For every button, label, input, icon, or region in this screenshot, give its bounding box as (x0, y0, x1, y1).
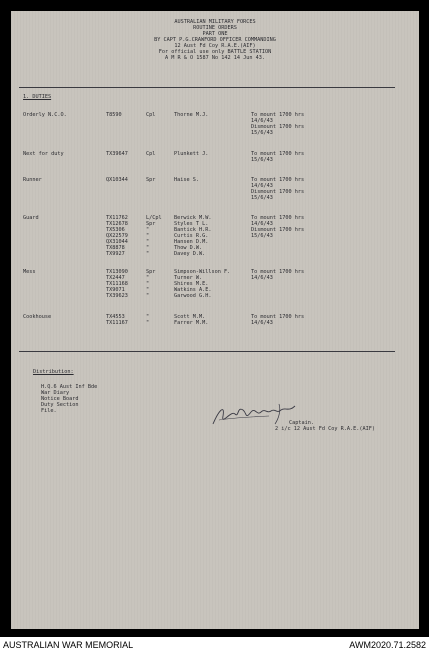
service-number: TX39647 (106, 151, 128, 157)
rank: Spr (146, 177, 156, 183)
header-line-4: BY CAPT P.G.CRAWFORD OFFICER COMMANDING (154, 37, 276, 43)
service-number: TX9927 (106, 251, 125, 257)
duty-note: To mount 1700 hrs (251, 177, 305, 183)
service-number: TX8878 (106, 245, 125, 251)
duty-note: 14/6/43 (251, 183, 273, 189)
rank: " (146, 239, 150, 245)
rank: Spr (146, 269, 156, 275)
soldier-name: Styles T L. (174, 221, 209, 227)
signature-unit: 2 i/c 12 Aust Fd Coy R.A.E.(AIF) (275, 426, 375, 432)
duty-note: 15/6/43 (251, 195, 273, 201)
service-number: TX4553 (106, 314, 125, 320)
service-number: TX2447 (106, 275, 125, 281)
header-line-1: AUSTRALIAN MILITARY FORCES (174, 19, 256, 25)
soldier-name: Thow D.W. (174, 245, 203, 251)
rank: " (146, 281, 150, 287)
archive-reference: AWM2020.71.2582 (349, 640, 426, 650)
service-number: T8590 (106, 112, 122, 118)
duty-note: To mount 1700 hrs (251, 314, 305, 320)
top-rule (19, 87, 395, 88)
duty-role: Mess (23, 269, 36, 275)
duty-note: 15/6/43 (251, 157, 273, 163)
soldier-name: Bantick H.R. (174, 227, 212, 233)
archive-footer (0, 637, 429, 653)
soldier-name: Farrer M.M. (174, 320, 209, 326)
duty-note: To mount 1700 hrs (251, 151, 305, 157)
archive-name: AUSTRALIAN WAR MEMORIAL (3, 640, 134, 650)
distribution-item: Notice Board (41, 396, 79, 402)
rank: Spr (146, 221, 156, 227)
signature-title: Captain. (289, 420, 314, 426)
soldier-name: Davey D.W. (174, 251, 206, 257)
rank: " (146, 233, 150, 239)
header-line-3: PART ONE (202, 31, 228, 37)
duty-note: 15/6/43 (251, 233, 273, 239)
order-sheet (11, 11, 419, 629)
distribution-item: Duty Section (41, 402, 79, 408)
duty-note: To mount 1700 hrs (251, 269, 305, 275)
duty-note: 14/6/43 (251, 320, 273, 326)
rank: Cpl (146, 151, 156, 157)
duty-note: 14/6/43 (251, 221, 273, 227)
duty-note: To mount 1700 hrs (251, 112, 305, 118)
rank: " (146, 251, 150, 257)
soldier-name: Watkins A.E. (174, 287, 212, 293)
header-line-2: ROUTINE ORDERS (193, 25, 237, 31)
header-line-6: For official use only BATTLE STATION (158, 49, 272, 55)
service-number: TX12678 (106, 221, 128, 227)
rank: " (146, 314, 150, 320)
distribution-item: War Diary (41, 390, 70, 396)
duty-note: Dismount 1700 hrs (251, 189, 305, 195)
soldier-name: Haise S. (174, 177, 199, 183)
service-number: TX9071 (106, 287, 125, 293)
soldier-name: Hansen D.M. (174, 239, 209, 245)
soldier-name: Simpson-Willson F. (174, 269, 231, 275)
rank: " (146, 227, 150, 233)
duty-role: Guard (23, 215, 39, 221)
soldier-name: Plunkett J. (174, 151, 209, 157)
section-title: 1. DUTIES (23, 94, 52, 100)
duty-role: Cookhouse (23, 314, 52, 320)
service-number: QX10344 (106, 177, 128, 183)
rank: " (146, 293, 150, 299)
distribution-item: File. (41, 408, 57, 414)
rank: Cpl (146, 112, 156, 118)
header-line-7: A M R & O 1587 No 142 14 Jun 43. (165, 55, 265, 61)
duty-note: To mount 1700 hrs (251, 215, 305, 221)
service-number: TX13090 (106, 269, 128, 275)
service-number: TX11167 (106, 320, 128, 326)
soldier-name: Curtis R.G. (174, 233, 209, 239)
soldier-name: Thorne M.J. (174, 112, 209, 118)
rank: " (146, 245, 150, 251)
duty-note: 14/6/43 (251, 118, 273, 124)
service-number: QX22579 (106, 233, 128, 239)
duty-role: Next for duty (23, 151, 64, 157)
header-line-5: 12 Aust Fd Coy R.A.E.(AIF) (174, 43, 256, 49)
service-number: TX11762 (106, 215, 128, 221)
duty-note: Dismount 1700 hrs (251, 227, 305, 233)
soldier-name: Garwood G.H. (174, 293, 212, 299)
service-number: TX5306 (106, 227, 125, 233)
soldier-name: Berwick M.W. (174, 215, 212, 221)
rank: " (146, 320, 150, 326)
service-number: TX11168 (106, 281, 128, 287)
bottom-rule (19, 351, 395, 352)
duty-note: 14/6/43 (251, 275, 273, 281)
soldier-name: Turner W. (174, 275, 203, 281)
service-number: TX39623 (106, 293, 128, 299)
duty-note: 15/6/43 (251, 130, 273, 136)
duty-role: Orderly N.C.O. (23, 112, 67, 118)
distribution-title: Distribution: (33, 369, 74, 375)
distribution-item: H.Q.6 Aust Inf Bde (41, 384, 98, 390)
service-number: QX31044 (106, 239, 128, 245)
duty-note: Dismount 1700 hrs (251, 124, 305, 130)
soldier-name: Scott M.M. (174, 314, 206, 320)
rank: L/Cpl (146, 215, 162, 221)
rank: " (146, 287, 150, 293)
soldier-name: Shires M.E. (174, 281, 209, 287)
duty-role: Runner (23, 177, 42, 183)
rank: " (146, 275, 150, 281)
